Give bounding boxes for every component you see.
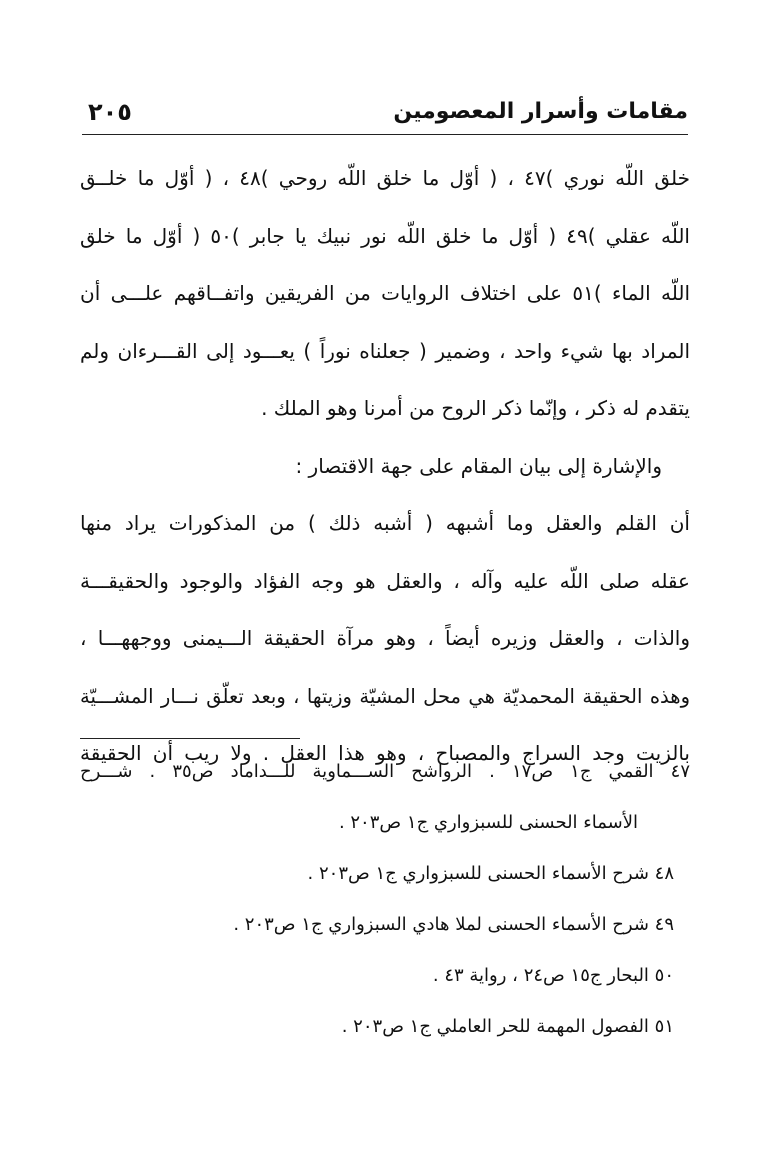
footnote-47: ٤٧ القمي ج١ ص١٧ . الرواشح الســـماوية للـــداماد ص٣٥ . شـــرح [80,761,690,782]
text-line: بالزيت وجد السراج والمصباح ، وهو هذا العقل . ولا ريب أن الحقيقة [80,741,690,765]
text-line: والذات ، والعقل وزيره أيضاً ، وهو مرآة الحقيقة الـــيمنى ووجههـــا ، [80,626,690,650]
text-line: المراد بها شيء واحد ، وضمير ( جعلناه نوراً ) يعـــود إلى القـــرءان ولم [80,338,690,363]
text-line: اللّه عقلي )٤٩ ( أوّل ما خلق اللّه نور نبيك يا جابر )٥٠ ( أوّل ما خلق [80,223,690,248]
footnote-47-continuation: الأسماء الحسنى للسبزواري ج١ ص٢٠٣ . [338,812,638,833]
footnote-51: ٥١ الفصول المهمة للحر العاملي ج١ ص٢٠٣ . [341,1016,674,1037]
footnote-50: ٥٠ البحار ج١٥ ص٢٤ ، رواية ٤٣ . [432,965,674,986]
footnote-divider [80,738,300,739]
book-title: مقامات وأسرار المعصومين [393,99,688,124]
main-text [80,150,690,783]
text-line: يتقدم له ذكر ، وإنّما ذكر الروح من أمرنا وهو الملك . [261,396,690,420]
section-heading: والإشارة إلى بيان المقام على جهة الاقتصار : [295,453,662,478]
footnote-48: ٤٨ شرح الأسماء الحسنى للسبزواري ج١ ص٢٠٣ . [307,863,674,884]
text-line: خلق اللّه نوري )٤٧ ، ( أوّل ما خلق اللّه روحي )٤٨ ، ( أوّل ما خلــق [80,166,690,190]
text-line: اللّه الماء )٥١ على اختلاف الروايات من الفريقين واتفــاقهم علـــى أن [80,281,690,305]
text-line: وهذه الحقيقة المحمديّة هي محل المشيّة وزيتها ، وبعد تعلّق نـــار المشـــيّة [80,684,690,708]
header-divider [82,134,688,135]
page-number: ٢٠٥ [88,98,132,126]
text-line: أن القلم والعقل وما أشبهه ( أشبه ذلك ) من المذكورات يراد منها [80,511,690,535]
footnotes [80,746,690,1052]
footnote-49: ٤٩ شرح الأسماء الحسنى لملا هادي السبزواري ج١ ص٢٠٣ . [233,914,674,935]
text-line: عقله صلى اللّه عليه وآله ، والعقل هو وجه الفؤاد والوجود والحقيقـــة [80,568,690,593]
running-header [80,92,688,132]
